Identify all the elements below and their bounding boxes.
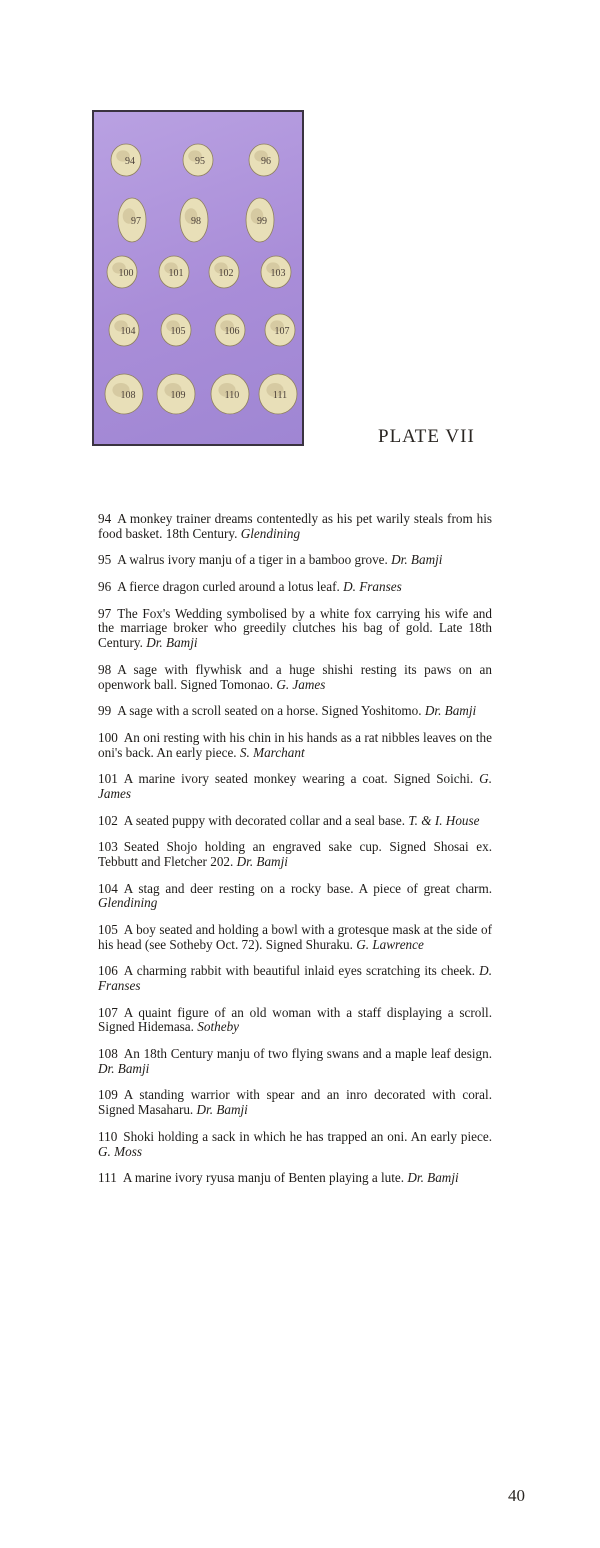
entry-number: 95 [98, 552, 112, 568]
plate-item-number: 102 [218, 268, 234, 279]
entry-description: A boy seated and holding a bowl with a grotesque mask at the side of his head (see Sotheby Oct. 72). Signed Shuraku. [98, 921, 492, 952]
entry-source: Dr. Bamji [236, 853, 288, 869]
entry-number: 94 [98, 511, 112, 526]
netsuke-figure [161, 314, 191, 346]
plate-item-number: 110 [224, 390, 240, 401]
netsuke-figure [211, 374, 249, 414]
catalogue-entry [98, 964, 492, 994]
entry-source: D. Franses [98, 963, 492, 994]
netsuke-figure [107, 256, 137, 288]
entry-number: 109 [98, 1087, 118, 1103]
catalogue-entry [98, 731, 492, 761]
entry-description: Seated Shojo holding an engraved sake cup. Signed Shosai ex. Tebbutt and Fletcher 202. [98, 839, 492, 869]
netsuke-figure [180, 198, 208, 242]
catalogue-entry [98, 607, 492, 651]
catalogue-entry [98, 882, 492, 912]
entry-description: A sage with flywhisk and a huge shishi resting its paws on an openwork ball. Signed Tomonao. [98, 661, 492, 692]
entry-source: G. James [276, 676, 326, 692]
catalogue-entry [98, 1171, 492, 1186]
catalogue-entry [98, 663, 492, 693]
netsuke-figure [105, 374, 143, 414]
entry-source: Dr. Bamji [146, 635, 198, 651]
netsuke-plate-image [94, 112, 302, 444]
netsuke-figure [249, 144, 279, 176]
entry-description: A fierce dragon curled around a lotus leaf. [117, 578, 340, 594]
netsuke-figure [111, 144, 141, 176]
entry-source: Dr. Bamji [407, 1170, 459, 1186]
catalogue-entry [98, 772, 492, 802]
plate-item-number: 103 [270, 268, 286, 279]
page-number: 40 [508, 1486, 525, 1505]
entry-source: Glendining [98, 895, 158, 911]
entry-source: Dr. Bamji [196, 1102, 248, 1118]
plate-item-number: 106 [224, 326, 240, 337]
netsuke-figure [265, 314, 295, 346]
entry-description: A walrus ivory manju of a tiger in a bamboo grove. [117, 552, 388, 568]
entry-number: 111 [98, 1170, 117, 1186]
entry-description: A quaint figure of an old woman with a staff displaying a scroll. Signed Hidemasa. [98, 1004, 492, 1035]
entry-number: 100 [98, 729, 118, 745]
entry-number: 103 [98, 839, 118, 855]
netsuke-figure [159, 256, 189, 288]
netsuke-figure [215, 314, 245, 346]
entry-description: A monkey trainer dreams contentedly as his pet warily steals from his food basket. 18th Century. [98, 511, 492, 541]
plate-item-number: 98 [191, 216, 201, 227]
entry-description: A sage with a scroll seated on a horse. Signed Yoshitomo. [117, 703, 422, 719]
catalogue-entries [98, 512, 492, 1198]
plate-item-number: 105 [170, 326, 186, 337]
netsuke-figure [209, 256, 239, 288]
plate-item-number: 107 [274, 326, 290, 337]
entry-number: 108 [98, 1046, 118, 1062]
entry-number: 106 [98, 963, 118, 979]
entry-description: A marine ivory ryusa manju of Benten playing a lute. [122, 1170, 405, 1186]
plate-title: PLATE VII [378, 426, 475, 447]
catalogue-entry [98, 1006, 492, 1036]
entry-number: 96 [98, 578, 112, 594]
entry-description: A charming rabbit with beautiful inlaid eyes scratching its cheek. [123, 963, 476, 979]
entry-number: 102 [98, 812, 118, 828]
entry-source: Glendining [240, 525, 301, 541]
plate-item-number: 109 [170, 390, 186, 401]
plate-item-number: 97 [131, 216, 141, 227]
entry-description: An 18th Century manju of two flying swans and a maple leaf design. [123, 1046, 492, 1062]
plate-item-number: 100 [118, 268, 134, 279]
catalogue-entry [98, 840, 492, 870]
entry-description: Shoki holding a sack in which he has trapped an oni. An early piece. [123, 1128, 492, 1144]
entry-number: 104 [98, 880, 118, 896]
netsuke-figure [183, 144, 213, 176]
plate-item-number: 94 [125, 156, 135, 167]
entry-description: An oni resting with his chin in his hands as a rat nibbles leaves on the oni's back. An early piece. [98, 729, 492, 760]
entry-description: A standing warrior with spear and an inro decorated with coral. Signed Masaharu. [98, 1087, 492, 1118]
netsuke-figure [157, 374, 195, 414]
entry-source: Dr. Bamji [391, 552, 443, 568]
entry-source: T. & I. House [408, 812, 480, 828]
catalogue-entry [98, 1130, 492, 1160]
entry-description: A seated puppy with decorated collar and a seal base. [123, 812, 406, 828]
netsuke-figure [109, 314, 139, 346]
entry-number: 105 [98, 921, 118, 937]
entry-source: Sotheby [197, 1019, 240, 1035]
plate-item-number: 99 [257, 216, 267, 227]
entry-number: 98 [98, 661, 112, 677]
netsuke-figure [259, 374, 297, 414]
catalogue-entry [98, 814, 492, 829]
entry-source: D. Franses [343, 578, 402, 594]
entry-source: G. James [98, 771, 492, 801]
plate-item-number: 108 [120, 390, 136, 401]
entry-source: S. Marchant [239, 744, 305, 760]
entry-number: 110 [98, 1128, 118, 1144]
entry-source: G. Moss [98, 1143, 142, 1159]
plate-item-number: 111 [272, 390, 288, 401]
catalogue-entry [98, 704, 492, 719]
netsuke-figure [118, 198, 146, 242]
entry-source: G. Lawrence [356, 936, 424, 952]
entry-source: Dr. Bamji [424, 703, 477, 719]
entry-source: Dr. Bamji [98, 1060, 150, 1076]
entry-description: A marine ivory seated monkey wearing a coat. Signed Soichi. [123, 771, 474, 787]
entry-number: 97 [98, 605, 112, 621]
plate-item-number: 96 [261, 156, 271, 167]
netsuke-figure [246, 198, 274, 242]
netsuke-figure [261, 256, 291, 288]
plate-item-number: 101 [168, 268, 184, 279]
entry-number: 99 [98, 703, 112, 719]
entry-number: 107 [98, 1004, 118, 1020]
catalogue-entry [98, 553, 492, 568]
plate-photograph [92, 110, 304, 446]
entry-number: 101 [98, 771, 118, 787]
entry-description: The Fox's Wedding symbolised by a white fox carrying his wife and the marriage broker who greedily clutches his bag of gold. Late 18th Century. [98, 605, 492, 651]
catalogue-entry [98, 1088, 492, 1118]
catalogue-entry [98, 512, 492, 542]
plate-item-number: 95 [195, 156, 205, 167]
entry-description: A stag and deer resting on a rocky base. A piece of great charm. [123, 880, 492, 896]
catalogue-entry [98, 923, 492, 953]
catalogue-entry [98, 580, 492, 595]
plate-item-number: 104 [120, 326, 136, 337]
catalogue-entry [98, 1047, 492, 1077]
